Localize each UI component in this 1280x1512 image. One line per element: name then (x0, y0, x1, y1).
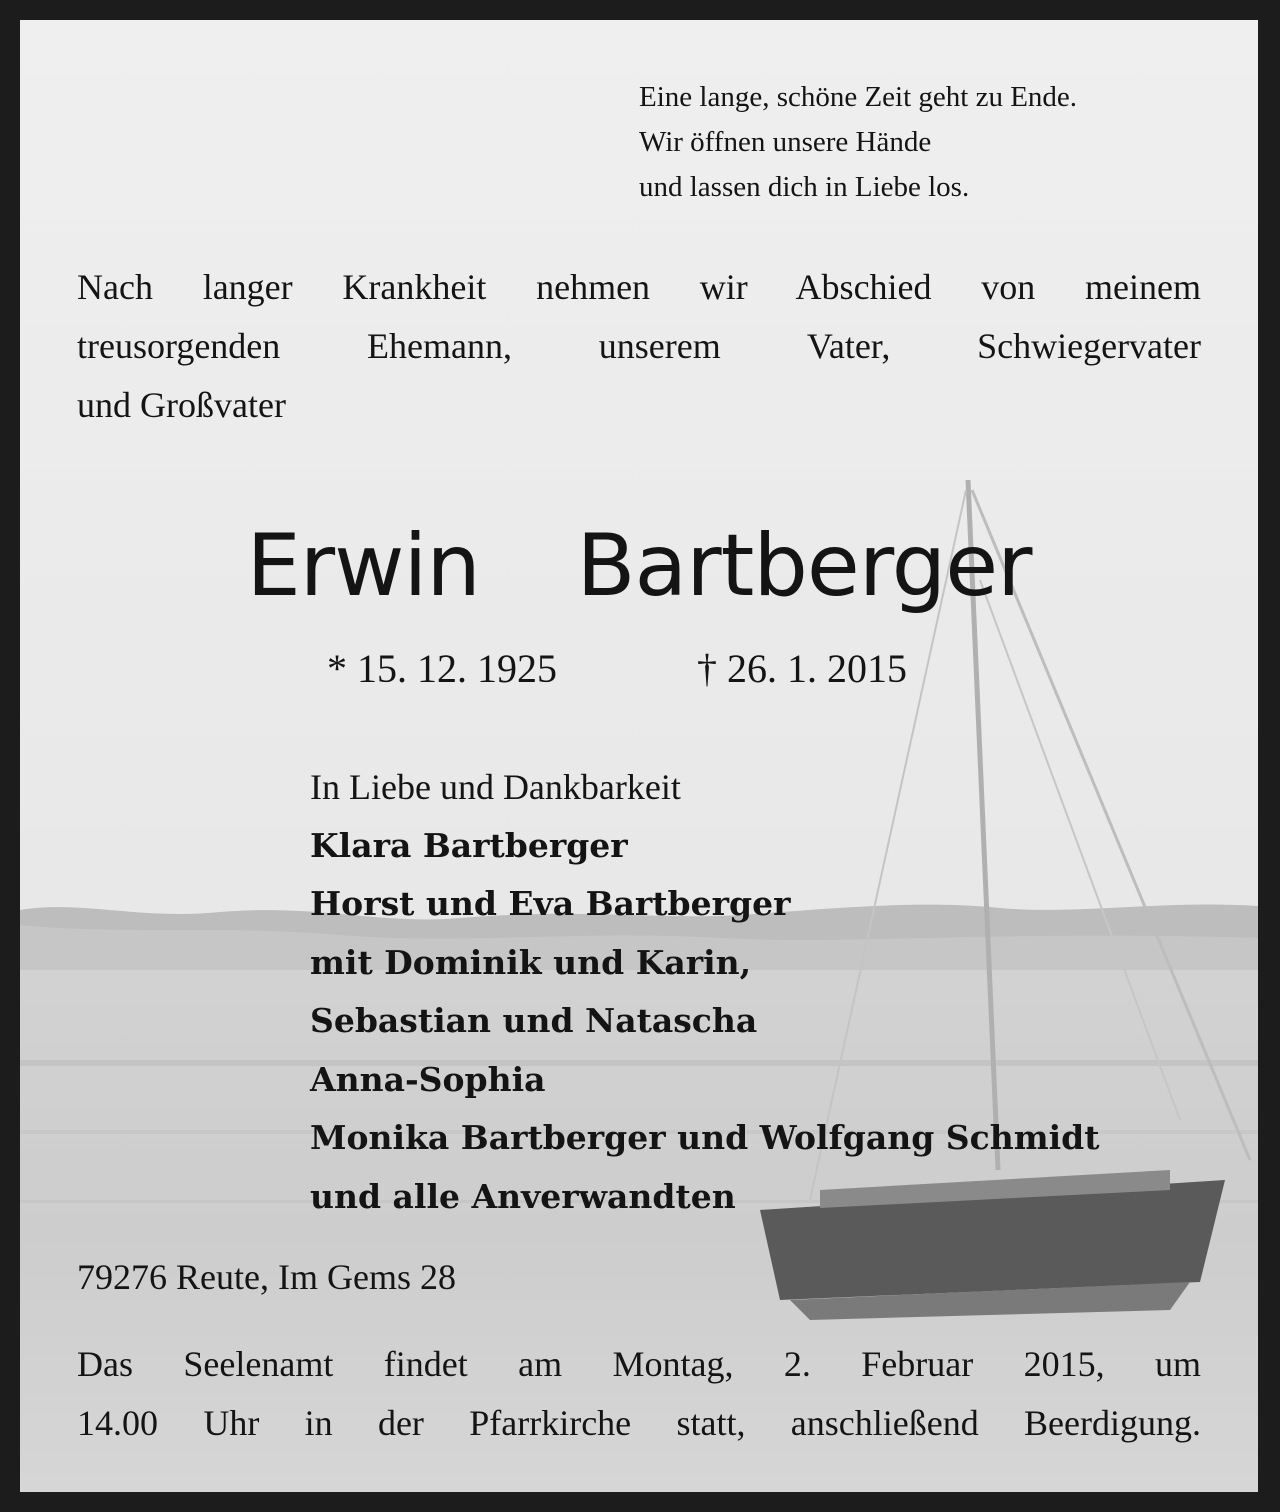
poem-line: und lassen dich in Liebe los. (639, 171, 970, 203)
service-line: Das Seelenamt findet am Montag, 2. Februar 2015, um (77, 1344, 1201, 1384)
intro-paragraph (77, 258, 1201, 435)
family-member: Sebastian und Natascha (310, 1001, 758, 1040)
intro-line: Nach langer Krankheit nehmen wir Abschied von meinem (77, 267, 1201, 307)
family-address: 79276 Reute, Im Gems 28 (77, 1257, 456, 1297)
obituary-card (20, 20, 1258, 1492)
poem-verse (639, 75, 1077, 210)
poem-line: Eine lange, schöne Zeit geht zu Ende. (639, 81, 1078, 113)
poem-line: Wir öffnen unsere Hände (639, 126, 932, 158)
family-member: mit Dominik und Karin, (310, 942, 752, 982)
family-member: Horst und Eva Bartberger (310, 884, 791, 923)
intro-line: treusorgenden Ehemann, unserem Vater, Schwiegervater (77, 326, 1201, 366)
family-member: Klara Bartberger (310, 825, 628, 865)
service-announcement (77, 1335, 1201, 1453)
family-intro: In Liebe und Dankbarkeit (310, 767, 681, 807)
family-member: Anna-Sophia (310, 1059, 546, 1099)
death-date: † 26. 1. 2015 (697, 646, 907, 691)
birth-date: * 15. 12. 1925 (327, 646, 557, 691)
service-line: 14.00 Uhr in der Pfarrkirche statt, anschließend Beerdigung. (77, 1403, 1201, 1443)
deceased-name: Erwin Bartberger (246, 516, 1032, 616)
family-member: Monika Bartberger und Wolfgang Schmidt (310, 1118, 1100, 1157)
intro-line: und Großvater (77, 385, 286, 425)
life-dates (327, 644, 907, 694)
family-member: und alle Anverwandten (310, 1176, 736, 1216)
family-signatures (310, 758, 1099, 1226)
